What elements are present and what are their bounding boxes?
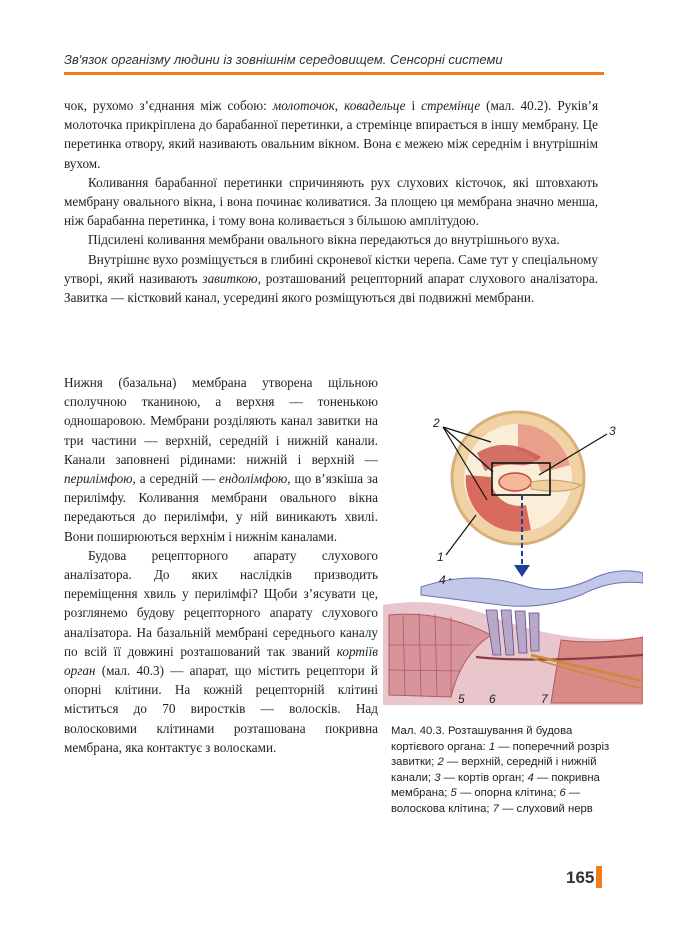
- term-perilymph: перилімфою: [64, 471, 133, 487]
- text-run: (мал. 40.3) — апарат, що містить рецептори й опорні клітини. На кожній рецепторній клітині міститься до 70 виростків — волосків. Над волосковими клітинами розташована покривна мембрана, яка контактує з волосками.: [64, 663, 378, 755]
- term-stapes: стремінце: [421, 98, 481, 113]
- caption-item: — верхній, середній і нижній канали;: [391, 756, 597, 784]
- cochlea-cross-section: [452, 412, 584, 544]
- text-run: Будова рецепторного апарату слухового аналізатора. До яких наслідків призводить переміщення хвиль у перилімфі? Щоби з’ясувати це, розглянемо будову рецепторного апарату слухового аналізатора. На базальній мембрані середнього каналу по всій її довжині розташований так званий: [64, 547, 378, 659]
- caption-item: — покривна мембрана;: [391, 771, 600, 799]
- caption-item: — поперечний розріз завитки;: [391, 740, 610, 768]
- text-run: , розташований рецепторний апарат слухового аналізатора. Завитка — кістковий канал, усередині якого розміщуються дві подвижні мембрани.: [64, 270, 598, 306]
- caption-num: 4: [527, 771, 534, 784]
- text-run: (мал. 40.2). Руків’я молоточка прикріплена до барабанної перетинки, а стремінце впирається в іншу мембрану. Це перетинка отвору, який називають овальним вікном. Вона є межею між середнім і внутрішнім вухом.: [64, 98, 599, 171]
- running-header: Зв'язок організму людини із зовнішнім середовищем. Сенсорні системи: [64, 52, 503, 67]
- caption-num: 6: [559, 787, 566, 799]
- hair-cell: [529, 613, 539, 651]
- caption-item: — слуховий нерв: [498, 802, 593, 815]
- caption-num: 5: [450, 787, 457, 799]
- caption-lead: Мал. 40.3. Розташування й будова кортієвого органа:: [391, 725, 573, 753]
- figure-caption: [391, 724, 613, 817]
- callout-1: [446, 515, 476, 555]
- fig-label-4: 4: [439, 573, 446, 587]
- paragraph-5: [64, 373, 378, 546]
- hair-cells: [486, 610, 539, 655]
- organ-of-corti-magnified: [383, 571, 643, 705]
- text-run: , що в’язкіша за перилімфу. Коливання мембрани овального вікна передаються до перилімфи, у ній виникають хвилі. Вони поширюються верхнім і нижнім каналами.: [64, 471, 378, 544]
- fig-label-3: 3: [609, 424, 616, 438]
- term-cochlea: завиткою: [202, 270, 258, 286]
- term-organ-of-corti: кортіїв орган: [64, 643, 378, 679]
- main-text-left-column: [64, 373, 378, 757]
- caption-item: — волоскова клітина;: [391, 787, 581, 815]
- caption-item: — кортів орган;: [440, 771, 528, 784]
- cochlea-core: [499, 473, 531, 491]
- header-rule: [64, 72, 604, 75]
- fig-label-5: 5: [458, 692, 465, 706]
- tectorial-membrane: [421, 571, 643, 607]
- page-number: 165: [566, 868, 595, 887]
- term-malleus: молоточок: [272, 98, 335, 113]
- paragraph-2: Коливання барабанної перетинки спричиняють рух слухових кісточок, які штовхають мембрану овального вікна, і вона починає коливатися. За площею ця мембрана значно менша, ніж барабанна перетинка, і тому вона коливається з більшою амплітудою.: [64, 174, 598, 229]
- fig-label-7: 7: [541, 692, 548, 706]
- paragraph-6: [64, 546, 378, 757]
- main-text-full-width: [64, 96, 598, 307]
- text-run: Нижня (базальна) мембрана утворена щільною сполучною тканиною, а верхня — тоненькою одношаровою. Мембрани розділяють канал завитки на три частини — верхній, середній і нижній канали. Канали заповнені рідинами: нижній і верхній —: [64, 375, 378, 467]
- page-number-marker: [596, 866, 602, 888]
- term-incus: ковадельце: [344, 98, 406, 113]
- text-run: , а середній —: [132, 471, 220, 487]
- caption-num: 7: [492, 802, 499, 815]
- caption-num: 3: [434, 771, 441, 784]
- caption-num: 2: [437, 756, 444, 768]
- paragraph-3: Підсилені коливання мембрани овального вікна передаються до внутрішнього вуха.: [88, 232, 560, 248]
- paragraph-4: [64, 250, 598, 308]
- text-run: Внутрішнє вухо розміщується в глибині скроневої кістки черепа. Саме тут у спеціальному утворі, який називають: [64, 251, 598, 286]
- text-run: і: [405, 98, 422, 113]
- text-run: ,: [334, 98, 345, 113]
- caption-num: 1: [488, 740, 496, 753]
- paragraph-1: [64, 96, 598, 173]
- fig-label-1: 1: [437, 550, 444, 564]
- fig-label-6: 6: [489, 692, 496, 706]
- caption-item: — опорна клітина;: [456, 787, 560, 799]
- organ-of-corti-figure: [381, 405, 643, 723]
- term-endolymph: ендолімфою: [219, 471, 288, 487]
- fig-label-2: 2: [433, 416, 440, 430]
- text-run: чок, рухомо з’єднання між собою:: [64, 98, 273, 113]
- zoom-arrow-head: [514, 565, 530, 577]
